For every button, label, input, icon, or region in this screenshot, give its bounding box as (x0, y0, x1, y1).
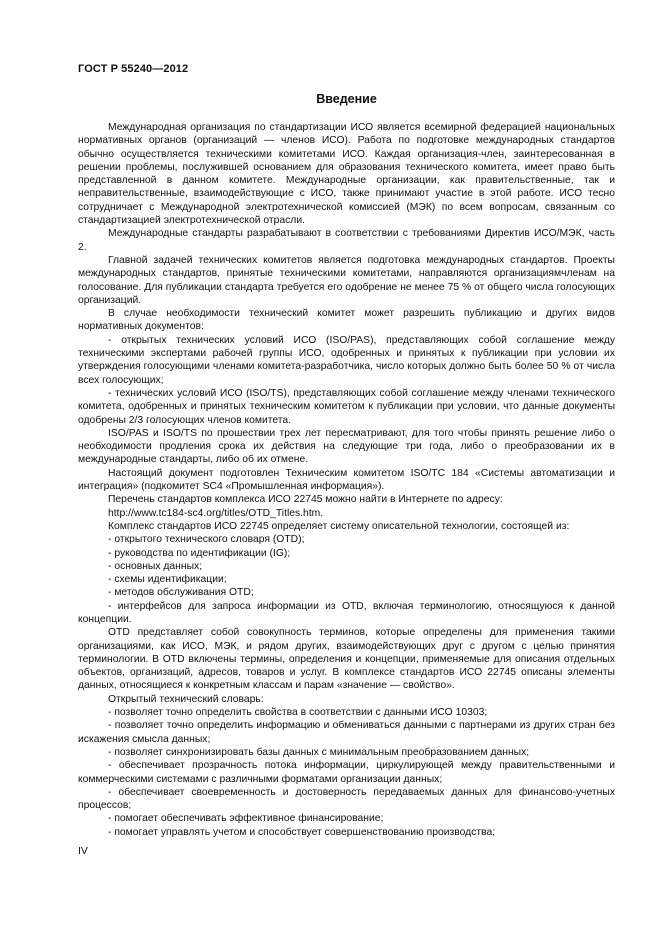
list-item: - основных данных; (108, 560, 203, 572)
document-id-header: ГОСТ Р 55240—2012 (78, 63, 189, 75)
list-item: - схемы идентификации; (108, 574, 227, 586)
url-line: http://www.tc184-sc4.org/titles/OTD_Titles.htm. (108, 507, 324, 519)
paragraph: Международная организация по стандартизации ИСО является всемирной федерацией национальных нормативных органов (организаций — членов ИСО). Работа по подготовке международных стандартов обычно осуществляется техническими комитетами ИСО. Каждая организация-член, заинтересованная в решении проблемы, послужившей основанием для образования технического комитета, имеет право быть представленной в данном комитете. Международные организации, как правительственные, так и неправительственные, взаимодействующие с ИСО, также принимают участие в этой работе. ИСО тесно сотрудничает с Международной электротехнической комиссией (МЭК) по всем вопросам, связанным со стандартизацией электротехнической отрасли. (78, 122, 616, 227)
list-item: - открытых технических условий ИСО (ISO/PAS), представляющих собой соглашение между техническими экспертами рабочей группы ИСО, одобренных и принятых к публикации при условии их утверждения голосующими членами комитета-разработчика, число которых должно быть более 50 % от числа всех голосующих; (78, 334, 616, 386)
list-item: - интерфейсов для запроса информации из OTD, включая терминологию, относящуюся к данной концепции. (78, 600, 615, 625)
list-item: - помогает обеспечивать эффективное финансирование; (108, 813, 384, 825)
page-number: IV (78, 845, 88, 857)
paragraph: Перечень стандартов комплекса ИСО 22745 можно найти в Интернете по адресу: (108, 494, 503, 506)
list-item: - позволяет синхронизировать базы данных с минимальным преобразованием данных; (108, 746, 530, 758)
list-item: - позволяет точно определить информацию и обмениваться данными с партнерами из других стран без искажения смысла данных; (78, 720, 616, 745)
paragraph: Главной задачей технических комитетов является подготовка международных стандартов. Проекты международных стандартов, принятые техническими комитетами, направляются организациямчленам на голосование. Для публикации стандарта требуется его одобрение не менее 75 % от общего числа голосующих организаций. (78, 254, 616, 306)
paragraph: Настоящий документ подготовлен Техническим комитетом ISO/TC 184 «Системы автоматизации и интеграция» (подкомитет SC4 «Промышленная информация»). (78, 467, 615, 493)
paragraph: ISO/PAS и ISO/TS по прошествии трех лет пересматривают, для того чтобы принять решение либо о необходимости продления срока их действия на следующие три года, либо о преобразовании их в международные стандарты, либо об их отмене. (78, 427, 616, 466)
list-item: - обеспечивает прозрачность потока информации, циркулирующей между правительственными и коммерческими системами с различными форматами организации данных; (78, 760, 615, 785)
section-title: Введение (316, 92, 377, 106)
list-item: - помогает управлять учетом и способствует совершенствованию производства; (108, 826, 496, 838)
paragraph: OTD представляет собой совокупность терминов, которые определены для применения такими организациями, как ИСО, МЭК, и рядом других, взаимодействующих друг с другом с целью принятия терминологии. В OTD включены термины, определения и концепции, применяемые для описания отдельных объектов, организаций, адресов, товаров и услуг. В комплексе стандартов ИСО 22745 описаны элементы данных, относящиеся к конкретным классам и парам «значение — свойство». (78, 627, 615, 692)
list-item: - методов обслуживания OTD; (108, 587, 254, 599)
list-item: - технических условий ИСО (ISO/TS), представляющих собой соглашение между членами технического комитета, одобренных и принятых техническим комитетом к публикации при условии, что данные документы одобрены 2/3 голосующих членов комитета. (78, 387, 615, 426)
paragraph: Международные стандарты разрабатывают в соответствии с требованиями Директив ИСО/МЭК, часть 2. (78, 228, 616, 253)
list-item: - позволяет точно определить свойства в соответствии с данными ИСО 10303; (108, 707, 488, 719)
list-item: - обеспечивает своевременность и достоверность передаваемых данных для финансово-учетных процессов; (78, 786, 615, 812)
paragraph: В случае необходимости технический комитет может разрешить публикацию и других видов нормативных документов: (78, 308, 615, 333)
paragraph: Открытый технический словарь: (108, 693, 264, 705)
list-item: - открытого технического словаря (OTD); (108, 534, 305, 546)
paragraph: Комплекс стандартов ИСО 22745 определяет систему описательной технологии, состоящей из: (108, 520, 570, 532)
list-item: - руководства по идентификации (IG); (108, 547, 291, 559)
body-text (78, 121, 615, 839)
